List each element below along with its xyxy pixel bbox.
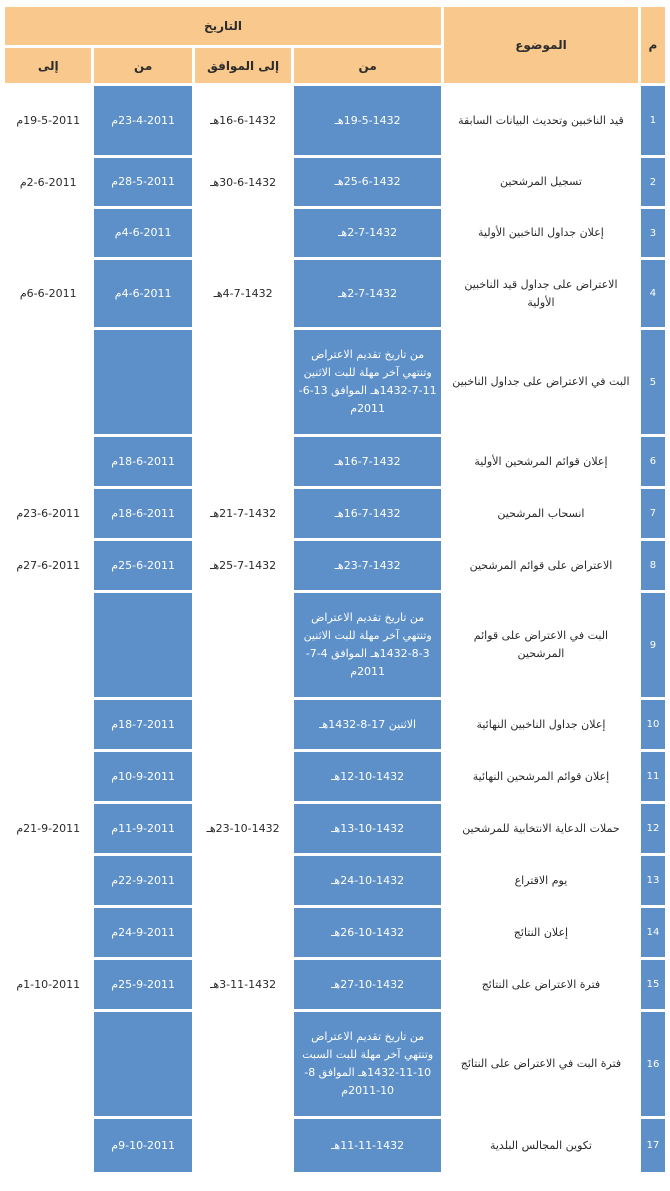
table-row	[5, 752, 665, 801]
table-row	[5, 960, 665, 1009]
row-to-gregorian: 23-6-2011م	[5, 489, 91, 538]
row-number: 7	[641, 489, 665, 538]
table-row	[5, 330, 665, 434]
row-to-gregorian	[5, 752, 91, 801]
header-to-gregorian: إلى	[5, 48, 91, 83]
row-to-hijri: 25-7-1432هـ	[195, 541, 291, 590]
header-from-gregorian: من	[94, 48, 191, 83]
row-to-hijri	[195, 700, 291, 749]
row-subject: قيد الناخبين وتحديث البيانات السابقة	[444, 86, 638, 155]
row-from-gregorian: 4-6-2011م	[94, 260, 191, 327]
row-number: 12	[641, 804, 665, 853]
row-to-hijri: 23-10-1432هـ	[195, 804, 291, 853]
row-subject: حملات الدعاية الانتخابية للمرشحين	[444, 804, 638, 853]
row-number: 1	[641, 86, 665, 155]
row-subject: إعلان قوائم المرشحين الأولية	[444, 437, 638, 486]
table-row	[5, 489, 665, 538]
row-from-gregorian: 22-9-2011م	[94, 856, 191, 905]
header-date: التاريخ	[5, 7, 441, 45]
row-to-hijri: 16-6-1432هـ	[195, 86, 291, 155]
row-subject: يوم الاقتراع	[444, 856, 638, 905]
table-row	[5, 86, 665, 155]
row-to-hijri	[195, 908, 291, 957]
row-to-hijri: 21-7-1432هـ	[195, 489, 291, 538]
row-to-gregorian	[5, 1119, 91, 1172]
row-from-gregorian: 25-6-2011م	[94, 541, 191, 590]
row-number: 15	[641, 960, 665, 1009]
row-from-hijri: الاثنين 17-8-1432هـ	[294, 700, 441, 749]
table-row	[5, 700, 665, 749]
row-to-gregorian	[5, 1012, 91, 1116]
row-number: 4	[641, 260, 665, 327]
row-number: 11	[641, 752, 665, 801]
row-to-gregorian	[5, 330, 91, 434]
row-number: 5	[641, 330, 665, 434]
row-from-gregorian: 4-6-2011م	[94, 209, 191, 257]
row-to-hijri: 3-11-1432هـ	[195, 960, 291, 1009]
row-to-gregorian: 1-10-2011م	[5, 960, 91, 1009]
schedule-body	[5, 86, 665, 1172]
row-to-hijri	[195, 1119, 291, 1172]
row-from-hijri: 25-6-1432هـ	[294, 158, 441, 206]
row-from-gregorian: 24-9-2011م	[94, 908, 191, 957]
row-to-gregorian	[5, 593, 91, 697]
row-from-gregorian	[94, 1012, 191, 1116]
row-from-gregorian	[94, 330, 191, 434]
row-subject: تسجيل المرشحين	[444, 158, 638, 206]
table-row	[5, 158, 665, 206]
table-row	[5, 908, 665, 957]
row-to-hijri: 30-6-1432هـ	[195, 158, 291, 206]
row-from-gregorian: 11-9-2011م	[94, 804, 191, 853]
row-subject: الاعتراض على قوائم المرشحين	[444, 541, 638, 590]
row-from-gregorian: 25-9-2011م	[94, 960, 191, 1009]
row-from-hijri: 2-7-1432هـ	[294, 209, 441, 257]
table-row	[5, 437, 665, 486]
row-from-gregorian: 18-7-2011م	[94, 700, 191, 749]
row-from-hijri: 2-7-1432هـ	[294, 260, 441, 327]
row-subject: البت في الاعتراض على جداول الناخبين	[444, 330, 638, 434]
row-from-hijri: من تاريخ تقديم الاعتراض وتنتهي آخر مهلة للبت الاثنين 11-7-1432هـ الموافق 13-6-2011م	[294, 330, 441, 434]
row-to-hijri	[195, 752, 291, 801]
row-to-gregorian: 21-9-2011م	[5, 804, 91, 853]
row-from-gregorian: 23-4-2011م	[94, 86, 191, 155]
row-subject: تكوين المجالس البلدية	[444, 1119, 638, 1172]
row-to-gregorian: 6-6-2011م	[5, 260, 91, 327]
row-from-hijri: من تاريخ تقديم الاعتراض وتنتهي آخر مهلة للبت السبت 10-11-1432هـ الموافق 8-10-2011م	[294, 1012, 441, 1116]
table-row	[5, 856, 665, 905]
table-row	[5, 209, 665, 257]
row-from-hijri: 16-7-1432هـ	[294, 489, 441, 538]
row-subject: فترة البت في الاعتراض على النتائج	[444, 1012, 638, 1116]
row-to-gregorian	[5, 437, 91, 486]
row-subject: فترة الاعتراض على النتائج	[444, 960, 638, 1009]
row-from-hijri: 12-10-1432هـ	[294, 752, 441, 801]
row-from-hijri: 26-10-1432هـ	[294, 908, 441, 957]
row-from-gregorian: 9-10-2011م	[94, 1119, 191, 1172]
row-to-gregorian	[5, 209, 91, 257]
table-row	[5, 1012, 665, 1116]
row-from-hijri: 13-10-1432هـ	[294, 804, 441, 853]
row-to-gregorian	[5, 856, 91, 905]
row-from-gregorian	[94, 593, 191, 697]
row-number: 14	[641, 908, 665, 957]
row-number: 3	[641, 209, 665, 257]
row-number: 16	[641, 1012, 665, 1116]
row-subject: إعلان جداول الناخبين الأولية	[444, 209, 638, 257]
row-from-hijri: 23-7-1432هـ	[294, 541, 441, 590]
row-number: 13	[641, 856, 665, 905]
row-number: 10	[641, 700, 665, 749]
row-to-hijri	[195, 593, 291, 697]
table-row	[5, 1119, 665, 1172]
row-subject: إعلان النتائج	[444, 908, 638, 957]
row-subject: إعلان قوائم المرشحين النهائية	[444, 752, 638, 801]
row-number: 17	[641, 1119, 665, 1172]
table-row	[5, 804, 665, 853]
header-from-hijri: من	[294, 48, 441, 83]
row-number: 2	[641, 158, 665, 206]
row-from-hijri: 16-7-1432هـ	[294, 437, 441, 486]
header-subject: الموضوع	[444, 7, 638, 83]
row-to-gregorian: 19-5-2011م	[5, 86, 91, 155]
row-subject: البت في الاعتراض على قوائم المرشحين	[444, 593, 638, 697]
row-from-gregorian: 18-6-2011م	[94, 437, 191, 486]
row-to-hijri	[195, 437, 291, 486]
row-to-hijri	[195, 209, 291, 257]
row-from-hijri: 24-10-1432هـ	[294, 856, 441, 905]
row-to-gregorian: 27-6-2011م	[5, 541, 91, 590]
row-from-hijri: من تاريخ تقديم الاعتراض وتنتهي آخر مهلة للبت الاثنين 3-8-1432هـ الموافق 4-7-2011م	[294, 593, 441, 697]
table-row	[5, 541, 665, 590]
row-from-hijri: 19-5-1432هـ	[294, 86, 441, 155]
row-to-gregorian	[5, 908, 91, 957]
row-to-hijri	[195, 856, 291, 905]
row-from-hijri: 27-10-1432هـ	[294, 960, 441, 1009]
table-row	[5, 260, 665, 327]
row-from-gregorian: 18-6-2011م	[94, 489, 191, 538]
row-number: 6	[641, 437, 665, 486]
election-schedule-table	[2, 4, 668, 1175]
row-number: 9	[641, 593, 665, 697]
table-row	[5, 593, 665, 697]
row-from-gregorian: 10-9-2011م	[94, 752, 191, 801]
row-subject: انسحاب المرشحين	[444, 489, 638, 538]
row-from-gregorian: 28-5-2011م	[94, 158, 191, 206]
row-to-hijri	[195, 330, 291, 434]
header-number: م	[641, 7, 665, 83]
row-from-hijri: 11-11-1432هـ	[294, 1119, 441, 1172]
row-to-gregorian: 2-6-2011م	[5, 158, 91, 206]
row-to-hijri: 4-7-1432هـ	[195, 260, 291, 327]
row-number: 8	[641, 541, 665, 590]
row-to-hijri	[195, 1012, 291, 1116]
row-to-gregorian	[5, 700, 91, 749]
header-to-hijri: إلى الموافق	[195, 48, 291, 83]
row-subject: إعلان جداول الناخبين النهائية	[444, 700, 638, 749]
row-subject: الاعتراض على جداول قيد الناخبين الأولية	[444, 260, 638, 327]
